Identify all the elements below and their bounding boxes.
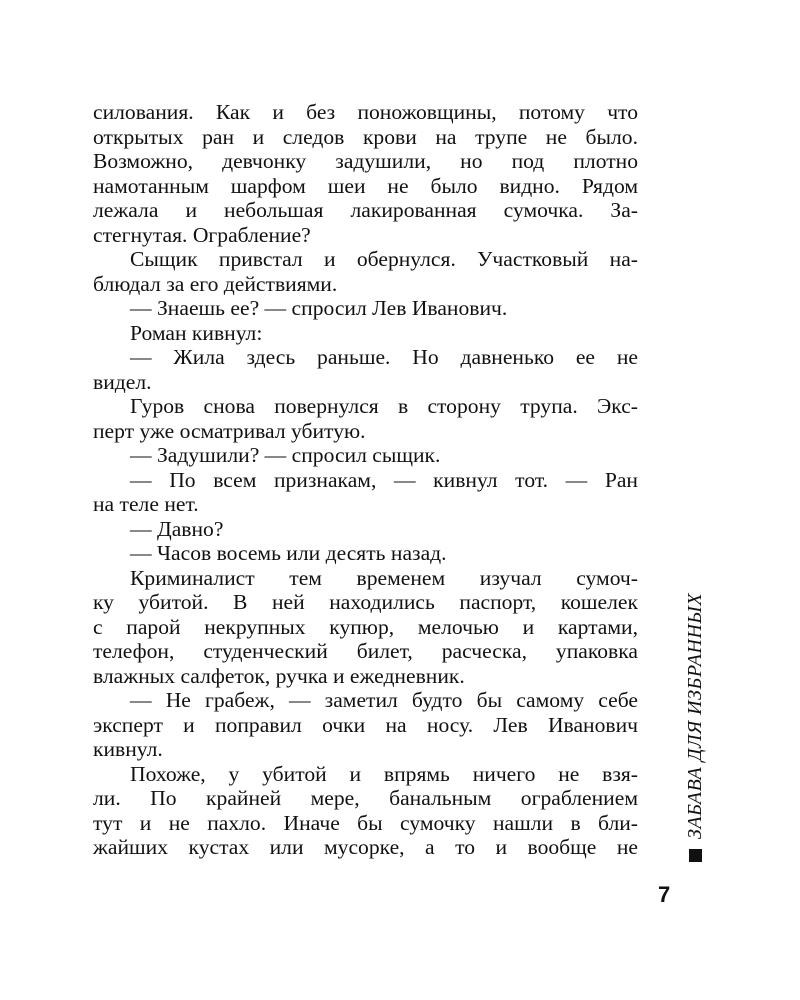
text-line: кивнул. [93,737,163,761]
text-line: ли. По крайней мере, банальным ограблением [93,786,638,810]
page-body-text [93,100,638,860]
text-line: на теле нет. [93,492,199,516]
text-line: Криминалист тем временем изучал сумоч- [130,565,638,590]
text-line: телефон, студенческий билет, расческа, упаковка [93,639,638,663]
page-number: 7 [658,882,671,907]
text-line: — По всем признакам, — кивнул тот. — Ран [130,467,638,492]
text-line: влажных салфеток, ручка и ежедневник. [93,663,465,688]
text-line: стегнутая. Ограбление? [93,222,311,247]
text-line: — Не грабеж, — заметил будто бы самому себе [130,688,638,712]
text-line: видел. [93,369,152,394]
text-line: жайших кустах или мусорке, а то и вообще не [93,835,638,859]
text-line: Похоже, у убитой и впрямь ничего не взя- [130,761,638,786]
text-line: ку убитой. В ней находились паспорт, кошелек [93,590,638,614]
text-line: — Жила здесь раньше. Но давненько ее не [130,345,638,369]
square-bullet-icon [689,849,702,862]
text-line: Возможно, девчонку задушили, но под плотно [93,149,638,173]
text-line: блюдал за его действиями. [93,271,338,296]
text-line: — Давно? [130,516,224,541]
text-line: тут и не пахло. Иначе бы сумочку нашли в бли- [93,810,638,835]
text-line: силования. Как и без поножовщины, потому что [93,100,638,124]
text-line: открытых ран и следов крови на трупе не было. [93,124,638,149]
text-line: Сыщик привстал и обернулся. Участковый на- [130,247,638,271]
text-line: — Часов восемь или десять назад. [130,541,447,565]
text-line: эксперт и поправил очки на носу. Лев Иванович [93,712,638,737]
text-line: с парой некрупных купюр, мелочью и картами, [93,614,638,639]
text-line: намотанным шарфом шеи не было видно. Рядом [93,173,638,198]
text-line: лежала и небольшая лакированная сумочка. За- [93,198,638,222]
running-title [682,593,708,862]
text-line: — Задушили? — спросил сыщик. [130,443,441,467]
text-line: Гуров снова повернулся в сторону трупа. Экс- [130,394,638,418]
text-line: перт уже осматривал убитую. [93,418,366,443]
text-line: — Знаешь ее? — спросил Лев Иванович. [130,296,508,320]
text-line: Роман кивнул: [130,320,263,345]
running-title-text: ЗАБАВА ДЛЯ ИЗБРАННЫХ [683,592,706,839]
